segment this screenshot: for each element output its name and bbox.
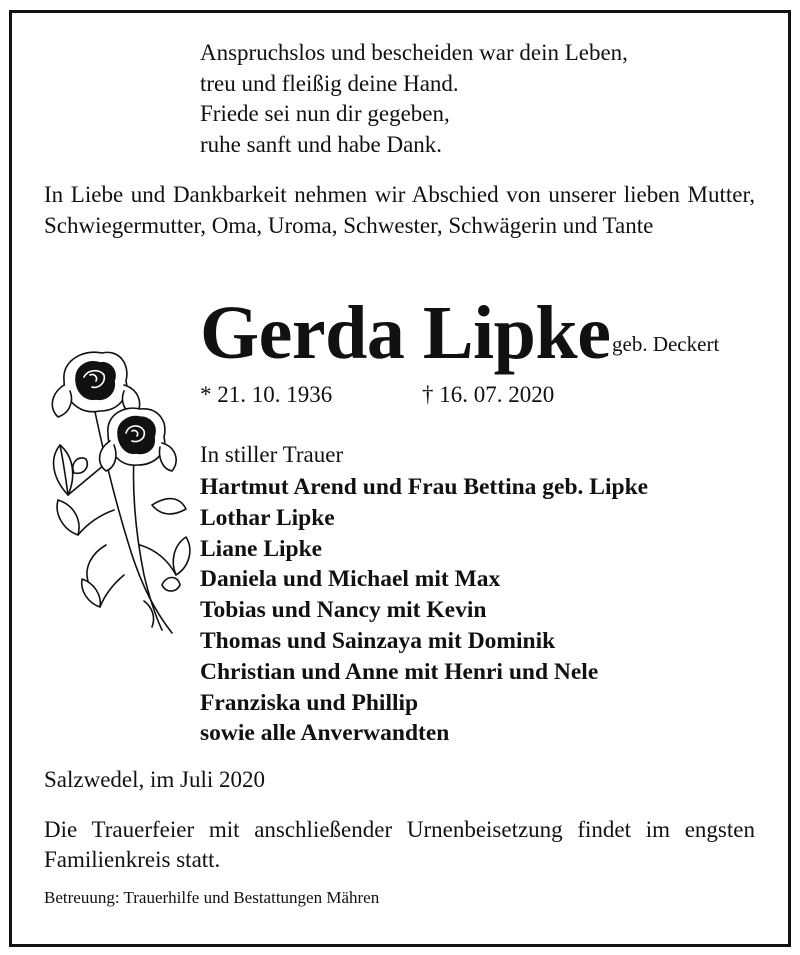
place-date: Salzwedel, im Juli 2020 — [44, 767, 266, 792]
ceremony-text: Die Trauerfeier mit anschließender Urnenbeisetzung findet im engsten Familienkreis statt. — [44, 817, 755, 872]
mourner-line: Hartmut Arend und Frau Bettina geb. Lipke — [200, 474, 649, 500]
intro-text: In Liebe und Dankbarkeit nehmen wir Abschied von unserer lieben Mutter, Schwiegermutter, Oma, Uroma, Schwester, Schwägerin und Tante — [44, 182, 755, 238]
mourners-label: In stiller Trauer — [200, 442, 344, 467]
mourners-list — [200, 472, 648, 749]
leaf-shape — [57, 500, 79, 535]
mourner-line: Tobias und Nancy mit Kevin — [200, 597, 487, 624]
leaf-shape — [54, 445, 73, 495]
leaf-shape — [152, 499, 186, 514]
mourner-line: Lothar Lipke — [200, 504, 335, 531]
leaf-shape — [173, 537, 190, 575]
death-date: † 16. 07. 2020 — [422, 382, 555, 407]
poem-line: Friede sei nun dir gegeben, — [200, 101, 450, 126]
leaf-shape — [82, 579, 101, 607]
poem-line: Anspruchslos und bescheiden war dein Leben, — [200, 40, 628, 65]
roses-illustration — [44, 345, 194, 640]
mourner-line: Thomas und Sainzaya mit Dominik — [200, 627, 556, 654]
poem — [200, 38, 628, 160]
deceased-name: Gerda Lipke — [200, 291, 611, 375]
mourner-line: Christian und Anne mit Henri und Nele — [200, 658, 599, 685]
mourner-line: sowie alle Anverwandten — [200, 720, 450, 747]
life-dates — [200, 382, 554, 408]
mourner-line: Franziska und Phillip — [200, 689, 419, 716]
funeral-home-credit: Betreuung: Trauerhilfe und Bestattungen Mähren — [44, 888, 380, 907]
birth-date: * 21. 10. 1936 — [200, 382, 333, 407]
poem-line: ruhe sanft und habe Dank. — [200, 131, 443, 157]
mourner-line: Daniela und Michael mit Max — [200, 566, 501, 593]
maiden-name: geb. Deckert — [612, 332, 720, 356]
mourner-line: Liane Lipke — [200, 535, 323, 562]
poem-line: treu und fleißig deine Hand. — [200, 70, 459, 96]
